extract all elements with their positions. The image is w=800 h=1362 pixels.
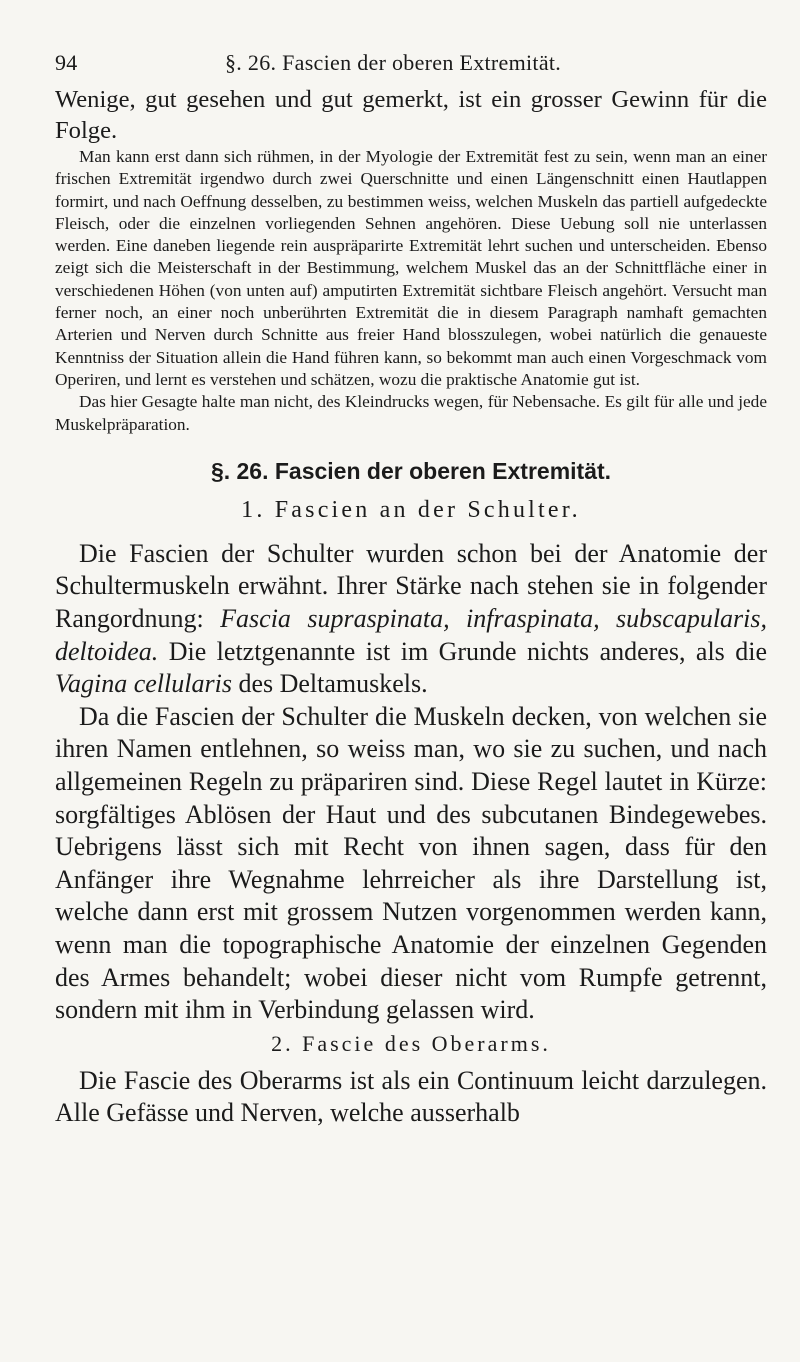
- intro-paragraph: Wenige, gut gesehen und gut gemerkt, ist ein grosser Gewinn für die Folge.: [55, 86, 767, 144]
- body-text: Die letztgenannte ist im Grunde nichts anderes, als die: [158, 636, 767, 666]
- page-header: [55, 44, 767, 84]
- subsection-title: 2. Fascie des Oberarms.: [271, 1030, 551, 1056]
- latin-term: Fascia supraspinata, infraspinata, subscapularis, deltoidea.: [55, 604, 768, 666]
- body-paragraph: Die Fascie des Oberarms ist als ein Continuum leicht darzulegen. Alle Gefässe und Nerven, welche ausserhalb: [55, 1065, 767, 1128]
- small-print-paragraph: Das hier Gesagte halte man nicht, des Kleindrucks wegen, für Nebensache. Es gilt für alle und jede Muskelpräparation.: [55, 392, 767, 434]
- latin-term: Vagina cellularis: [55, 669, 232, 699]
- running-head: §. 26. Fascien der oberen Extremität.: [225, 50, 562, 75]
- subsection-title: 1. Fascien an der Schulter.: [241, 496, 581, 523]
- small-print-paragraph: Man kann erst dann sich rühmen, in der Myologie der Extremität fest zu sein, wenn man an einer frischen Extremität irgendwo durch zwei Querschnitte und einen Längenschnitt einen Hautlappen formirt, und nach Oeffnung desselben, zu bestimmen weiss, welchen Muskeln das partiell aufgedeckte Fleisch, oder die einzelnen vorliegenden Sehnen angehören. Diese Uebung soll nie unterlassen werden. Eine daneben liegende rein auspräparirte Extremität lehrt suchen und unterscheiden. Ebenso zeigt sich die Meisterschaft in der Bestimmung, welchem Muskel das an der Schnittfläche einer in verschiedenen Höhen (von unten auf) amputirten Extremität sichtbare Fleisch angehört. Versucht man ferner noch, an einer noch unberührten Extremität die in diesem Paragraph namhaft gemachten Arterien und Nerven durch Schnitte aus freier Hand blosszulegen, wobei natürlich die genaueste Kenntniss der Situation allein die Hand führen kann, so bekommt man auch einen Vorgeschmack vom Operiren, und lernt es verstehen und schätzen, wozu die praktische Anatomie gut ist.: [55, 147, 767, 389]
- body-paragraph: [55, 538, 767, 701]
- book-page: [55, 44, 767, 1130]
- body-text: Die Fascien der Schulter wurden schon bei der Anatomie der Schultermuskeln erwähnt. Ihrer Stärke nach stehen sie in folgender Rangordnung:: [55, 538, 767, 634]
- body-paragraph: Da die Fascien der Schulter die Muskeln decken, von welchen sie ihren Namen entlehnen, so weiss man, wo sie zu suchen, und nach allgemeinen Regeln zu präpariren sind. Diese Regel lautet in Kürze: sorgfältiges Ablösen der Haut und des subcutanen Bindegewebes. Uebrigens lässt sich mit Recht von ihnen sagen, dass für den Anfänger ihre Wegnahme lehrreicher als ihre Darstellung ist, welche dann erst mit grossem Nutzen vorgenommen werden kann, wenn man die topographische Anatomie der einzelnen Gegenden des Armes behandelt; wobei dieser nicht vom Rumpfe getrennt, sondern mit ihm in Verbindung gelassen wird.: [55, 701, 767, 1025]
- body-text: des Deltamuskels.: [231, 669, 428, 699]
- page-number: 94: [55, 50, 78, 75]
- section-title: §. 26. Fascien der oberen Extremität.: [210, 457, 612, 484]
